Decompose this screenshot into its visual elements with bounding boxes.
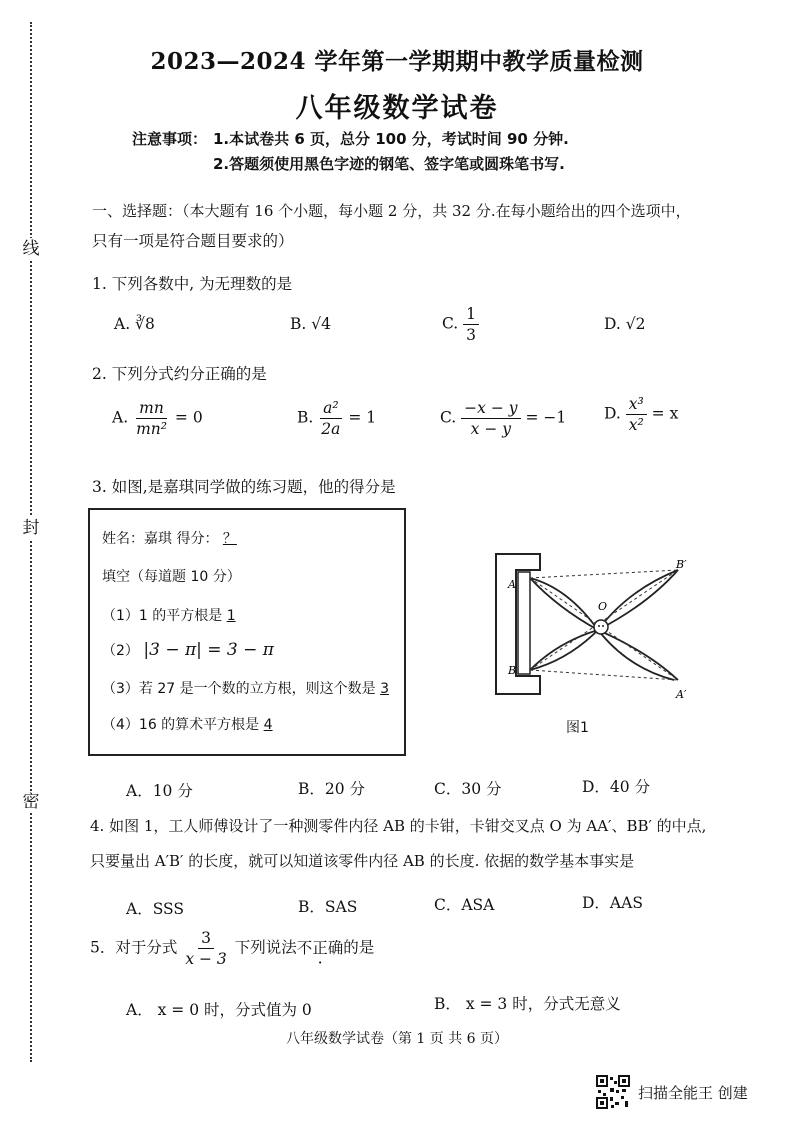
q2-option-c-label: C. xyxy=(440,408,457,427)
card-score: ？ xyxy=(222,531,237,547)
exercise-card xyxy=(88,508,406,756)
q5-emphasis: 不正确 xyxy=(296,938,344,957)
q1-option-c-fraction xyxy=(463,304,479,345)
q2-option-d-fraction xyxy=(626,394,647,435)
part-inner-wall xyxy=(518,572,530,674)
pivot-dot-1 xyxy=(598,625,600,627)
guide-bottom xyxy=(530,670,678,680)
pivot-circle xyxy=(594,620,608,634)
label-A-prime: A′ xyxy=(676,688,687,701)
q5-suffix-a: 下列说法 xyxy=(234,938,297,957)
q4-option-d: D．AAS xyxy=(582,894,643,912)
page-footer: 八年级数学试卷（第 1 页 共 6 页） xyxy=(285,1031,509,1047)
q4-stem-line-2: 只要量出 A′B′ 的长度，就可以知道该零件内径 AB 的长度. 依据的数学基本事实是 xyxy=(90,852,635,870)
notice-label: 注意事项： xyxy=(132,130,208,148)
card-item-1-answer: 1 xyxy=(226,608,236,624)
q1-option-c-num: 1 xyxy=(463,304,479,325)
q4-option-a: A．SSS xyxy=(126,900,185,918)
guide-top xyxy=(530,570,678,578)
q1-option-d xyxy=(604,315,646,333)
q2-option-a-label: A. xyxy=(112,408,129,427)
watermark-text: 扫描全能王 创建 xyxy=(638,1083,748,1102)
section-heading: 一、选择题：（本大题有 16 个小题，每小题 2 分，共 32 分.在每小题给出的四个选项中， xyxy=(92,202,691,220)
q2-option-b-label: B. xyxy=(297,408,314,427)
q5-suffix-b: 的是 xyxy=(343,938,375,957)
q3-option-b: B．20 分 xyxy=(298,780,366,798)
q1-stem: 1. 下列各数中, 为无理数的是 xyxy=(92,275,293,293)
q2-option-d-label: D. xyxy=(604,404,621,423)
q5-fraction-num: 3 xyxy=(198,928,214,949)
q4-stem-line-1: 4. 如图 1，工人师傅设计了一种测零件内径 AB 的卡钳，卡钳交叉点 O 为 AA′、BB′ 的中点, xyxy=(90,817,707,835)
q5-option-a: A． x = 0 时，分式值为 0 xyxy=(126,1001,312,1019)
card-name-line xyxy=(102,528,237,548)
q3-option-d: D．40 分 xyxy=(582,778,651,796)
scanner-watermark xyxy=(596,1075,748,1109)
caliper-figure xyxy=(488,548,698,708)
q2-option-b-rhs: = 1 xyxy=(348,408,377,427)
q1-option-c xyxy=(442,304,479,345)
label-B-prime: B′ xyxy=(676,558,687,571)
exam-subtitle: 八年级数学试卷 xyxy=(295,93,499,124)
exam-title: 2023—2024 学年第一学期期中教学质量检测 xyxy=(150,48,644,75)
card-item-1 xyxy=(102,605,236,625)
q5-option-b: B． x = 3 时，分式无意义 xyxy=(434,995,621,1013)
card-item-4-text: （4）16 的算术平方根是 xyxy=(102,717,260,733)
q2-option-a-rhs: = 0 xyxy=(174,408,203,427)
q5-stem xyxy=(90,928,374,969)
q2-option-a-fraction xyxy=(133,398,170,439)
q2-option-b-den: 2a xyxy=(321,420,341,438)
qr-code-icon xyxy=(596,1075,630,1109)
q1-option-b-label: B. xyxy=(290,315,307,333)
q2-option-d-den: x² xyxy=(628,416,644,434)
q2-option-c-den: x − y xyxy=(470,420,511,438)
q2-option-b-num: a² xyxy=(320,398,341,419)
q1-option-c-label: C. xyxy=(442,314,459,333)
q1-option-d-label: D. xyxy=(604,315,621,333)
q2-option-a xyxy=(112,398,203,439)
card-item-2-expr: |3 − π| = 3 − π xyxy=(143,640,274,660)
q2-option-c xyxy=(440,398,566,439)
q2-option-b xyxy=(297,398,376,439)
q2-option-a-num: mn xyxy=(136,398,167,419)
q4-option-c: C．ASA xyxy=(434,896,495,914)
margin-label-feng: 封 xyxy=(18,517,44,539)
q5-prefix: 5．对于分式 xyxy=(90,938,178,957)
q1-option-a-expr: ∛8 xyxy=(135,315,155,333)
card-item-3 xyxy=(102,678,389,698)
pivot-dot-2 xyxy=(602,625,604,627)
q2-option-d xyxy=(604,394,678,435)
figure-caption: 图1 xyxy=(566,720,589,736)
q2-option-b-fraction xyxy=(318,398,343,439)
q3-stem: 3. 如图,是嘉琪同学做的练习题，他的得分是 xyxy=(92,478,396,496)
card-item-4 xyxy=(102,714,273,734)
q3-option-a: A．10 分 xyxy=(126,782,193,800)
label-O: O xyxy=(598,600,608,613)
q3-option-c: C．30 分 xyxy=(434,780,502,798)
card-item-3-text: （3）若 27 是一个数的立方根，则这个数是 xyxy=(102,681,376,697)
q1-option-a-label: A. xyxy=(114,315,131,333)
q2-option-c-rhs: = −1 xyxy=(525,408,567,427)
q1-option-d-expr: √2 xyxy=(625,315,646,333)
card-item-2-text: （2） xyxy=(102,643,139,659)
card-item-2 xyxy=(102,640,274,660)
q1-option-c-den: 3 xyxy=(466,326,477,344)
card-item-3-answer: 3 xyxy=(380,681,389,697)
margin-label-xian: 线 xyxy=(18,238,44,260)
section-heading-cont: 只有一项是符合题目要求的） xyxy=(92,232,294,250)
q2-option-c-fraction xyxy=(461,398,520,439)
q4-option-b: B．SAS xyxy=(298,898,358,916)
margin-label-mi: 密 xyxy=(18,791,44,813)
card-fill-heading: 填空（每道题 10 分） xyxy=(102,569,241,585)
q2-option-c-num: −x − y xyxy=(461,398,520,419)
notice-item-2: 2.答题须使用黑色字迹的钢笔、签字笔或圆珠笔书写. xyxy=(213,155,565,173)
card-item-4-answer: 4 xyxy=(263,717,273,733)
q2-option-a-den: mn² xyxy=(136,420,167,438)
q2-option-d-num: x³ xyxy=(626,394,647,415)
label-B: B xyxy=(508,664,517,677)
q5-fraction-den: x − 3 xyxy=(185,950,227,968)
q1-option-b xyxy=(290,315,331,333)
q1-option-a xyxy=(114,315,155,333)
q1-option-b-expr: √4 xyxy=(311,315,332,333)
q2-option-d-rhs: = x xyxy=(651,404,679,423)
binding-line xyxy=(30,22,32,1062)
card-item-1-text: （1）1 的平方根是 xyxy=(102,608,223,624)
notice-item-1: 1.本试卷共 6 页，总分 100 分，考试时间 90 分钟. xyxy=(213,130,569,148)
card-name-label: 姓名：嘉琪 得分： xyxy=(102,531,219,547)
q2-stem: 2. 下列分式约分正确的是 xyxy=(92,365,267,383)
q5-fraction xyxy=(182,928,229,969)
label-A: A xyxy=(508,578,516,591)
